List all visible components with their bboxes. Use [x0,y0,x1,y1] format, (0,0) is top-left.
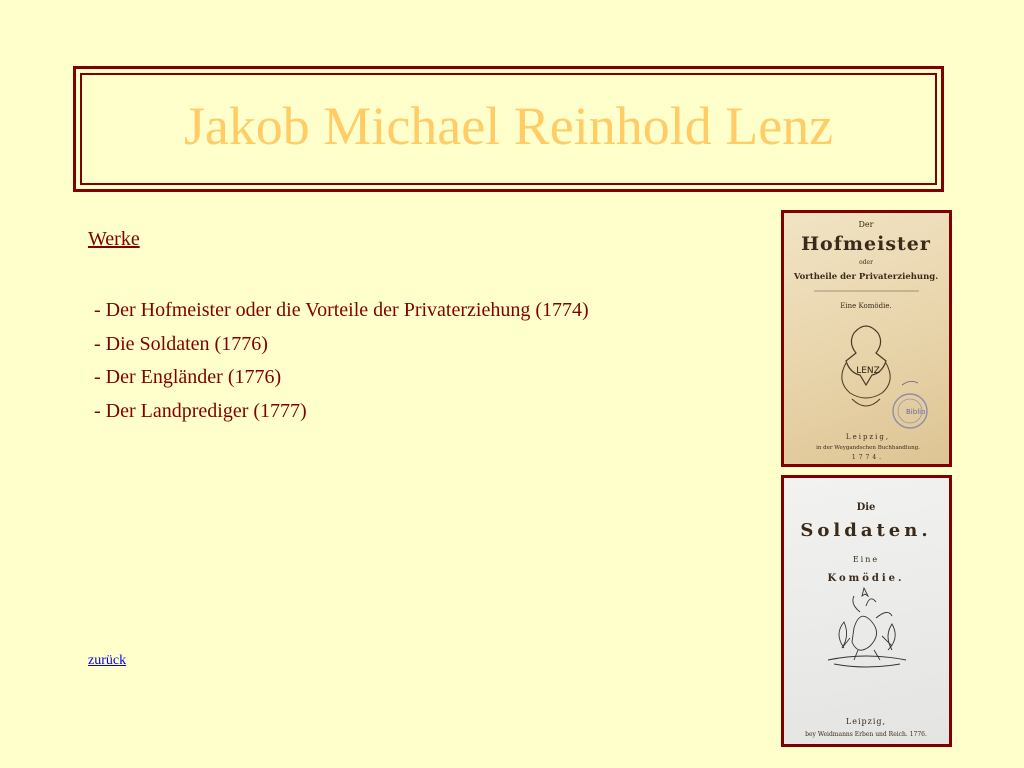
cover2-publisher: bey Weidmanns Erben und Reich. 1776. [805,731,927,738]
slide-title: Jakob Michael Reinhold Lenz [183,96,834,156]
cover2-eine: Eine [852,555,880,564]
cover1-stamp-text: Biblio [906,408,926,416]
back-link[interactable]: zurück [88,653,127,668]
hofmeister-cover-art [784,213,949,464]
cover2-die: Die [856,502,876,513]
cover1-der: Der [858,220,874,229]
title-frame [73,66,944,192]
cover2-soldaten: Soldaten. [800,520,932,541]
cover1-leipzig: Leipzig, [845,433,891,441]
cover1-publisher: in der Weygandschen Buchhandlung. [816,445,920,451]
title-inner-border [80,73,937,185]
cover1-emblem-text: LENZ [856,366,880,376]
werke-link[interactable]: Werke [88,228,140,250]
work-item-landprediger: - Der Landprediger (1777) [94,399,307,422]
cover1-year: 1774. [851,454,885,461]
work-item-soldaten: - Die Soldaten (1776) [94,332,268,355]
cover2-komoedie: Komödie. [827,573,905,584]
cover1-hofmeister: Hofmeister [801,233,931,255]
vignette-icon [828,588,906,667]
soldaten-cover-art [784,478,949,744]
lenz-emblem-icon [842,326,890,406]
work-item-englaender: - Der Engländer (1776) [94,366,282,388]
soldaten-cover-image [781,475,952,747]
cover2-leipzig: Leipzig, [845,717,887,726]
cover1-komoedie: Eine Komödie. [840,302,892,310]
work-item-hofmeister: - Der Hofmeister oder die Vorteile der Privaterziehung (1774) [94,299,589,321]
hofmeister-cover-image [781,210,952,467]
cover1-vortheile: Vortheile der Privaterziehung. [793,272,939,282]
library-stamp-icon [893,381,927,428]
works-list [94,294,589,428]
cover1-oder: oder [859,259,873,266]
